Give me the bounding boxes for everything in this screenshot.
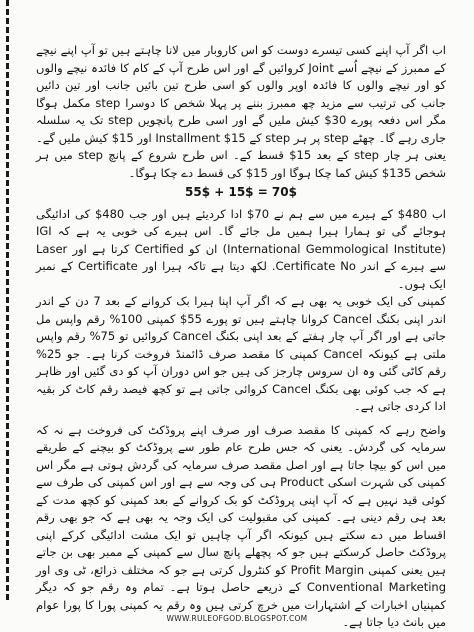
binding-dash-border xyxy=(6,0,19,600)
paragraph-3: کمپنی کی ایک خوبی یہ بھی ہے کہ اگر آپ اپنا ہیرا بک کروانے کے بعد 7 دن کے اندر اندر اپنی بکنگ Cancel کروانا چاہتے ہیں تو پورے 55$ کمپنی 100% رقم واپس مل جاتی ہے اور اگر آپ چار ہفتے کے بعد اپنی بکنگ Cancel کروائیں تو 75% رقم واپس ملتی ہے کیونکہ Cancel کمپنی کا مقصد صرف ڈائمنڈ فروخت کرنا ہے۔ جو 25% رقم کاٹی گئی وہ ان سروس چارجز کی ہیں جو اس دوران آپ کو دی گئیں اور ظاہر ہے کہ جب کوئی بھی بکنگ Cancel کروائی جاتی ہے تو کچھ فیصد رقم کاٹ کر بقیہ ادا کردی جاتی ہے۔ xyxy=(36,294,447,413)
paragraph-1: اب اگر آپ اپنے کسی تیسرے دوست کو اس کاروبار میں لانا چاہتے ہیں تو آپ اپنے نیچے کے ممبرز کے نیچے اُسے Joint کروائیں گے اور اس طرح آپ کے کام کا فائدہ نیچے والوں کو اور نیچے والوں کا فائدہ اوپر والوں کو اسی طرح تین بائیں جانب اور تین دائیں جانب کی ترتیب سے مزید چھ ممبرز بننے پر پہلا شخص کا دوسرا step مکمل ہوگا مگر اس دفعہ پورے 30$ کیش ملیں گے اور اسی طرح پانچویں step تک یہ سلسلہ جاری رہے گا۔ چھٹے step پر ہر step کے 15$ Installment اور 15$ کیش ملیں گے۔ یعنی ہر چار step کے بعد 15$ قسط کے۔ اس طرح شروع کے پانچ step میں ہر شخص 135$ کیش کما چکا ہوگا اور 15$ کی قسط دے چکا ہوگا۔ xyxy=(36,43,446,180)
formula-line: 55$ + 15$ = 70$ xyxy=(185,185,297,199)
paragraph-4: واضح رہے کہ کمپنی کا مقصد صرف اور صرف اپنے پروڈکٹ کی فروخت ہے نہ کہ سرمایہ کی گردش۔ یعنی کہ جس طرح عام طور سے پروڈکٹ کو بیچنے کے طریقے میں اس کو بیچا جاتا ہے اور اصل مقصد صرف سرمایہ کی گردش ہوتی ہے مگر اس کمپنی کی شہرت اسکی Product ہی کی وجہ سے ہے اور اس کمپنی کی طرف سے کوئی قید نہیں ہے کہ آپ اپنی پروڈکٹ کو بک کروانے کے بعد کمپنی کو کچھ مدت کے بعد ہی رقم دینی ہے۔ کمپنی کی مقبولیت کی ایک وجہ یہ بھی ہے کہ جو بھی رقم اقساط میں دے سکتے ہیں کیونکہ اگر آپ چاہیں تو ایک مشت ادائیگی کرکے اپنی پروڈکٹ حاصل کرسکتے ہیں جو کہ پچھلے پانچ سال سے کمپنی کے ممبر بھی بن جاتے ہیں یعنی کمپنی Profit Margin کو کنٹرول کرتی ہے جو کہ مختلف ذرائع، ٹی وی اور Conventional Marketing کے ذریعے حاصل ہوتا ہے۔ تمام وہ رقم جو کہ دیگر کمپنیاں اخبارات کے اشتہارات میں خرچ کرتی ہیں وہ رقم یہ کمپنی پورا کا پورا عوام میں بانٹ دیا جاتا ہے۔ xyxy=(36,422,447,629)
article-body xyxy=(36,42,446,632)
paragraph-2: اب 480$ کے ہیرے میں سے ہم نے 70$ ادا کردیئے ہیں اور جب 480$ کی ادائیگی ہوجائے گی تو ہمارا ہیرا ہمیں مل جائے گا۔ اس ہیرے کی خوبی یہ ہے کہ IGI (International Gemmological Institute) ان کو Certified کرتا ہے اور Laser سے ہیرے کے اندر Certificate No. لکھ دیتا ہے تاکہ ہیرا اور Certificate کے نمبر ایک ہوں۔ xyxy=(36,206,446,291)
footer-website: WWW.RULEOFGOD.BLOGSPOT.COM xyxy=(166,614,308,623)
